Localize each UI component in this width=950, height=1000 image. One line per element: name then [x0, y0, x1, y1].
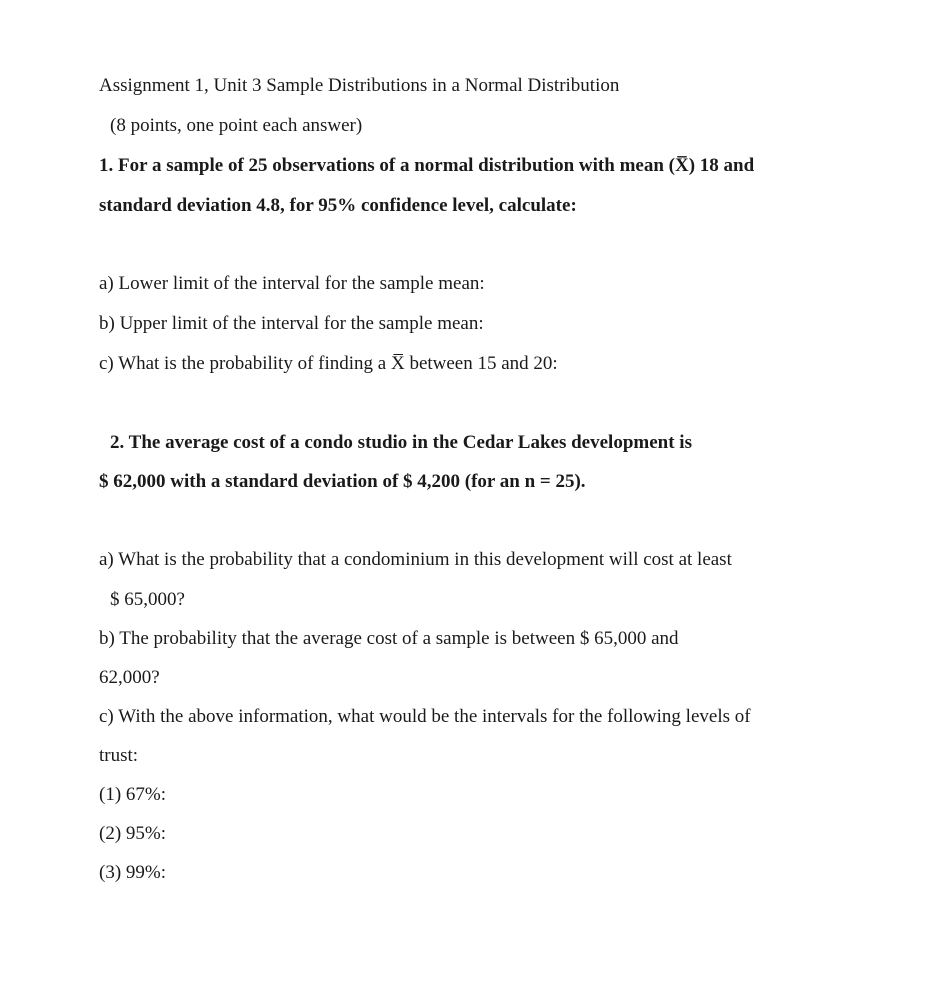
question1-prompt-line2: standard deviation 4.8, for 95% confidence level, calculate:: [99, 195, 577, 216]
points-note: (8 points, one point each answer): [110, 115, 363, 136]
question2-part-b-line1: b) The probability that the average cost of a sample is between $ 65,000 and: [99, 628, 679, 649]
question2-part-b-line2: 62,000?: [99, 667, 160, 688]
question1-part-c: c) What is the probability of finding a X̅ between 15 and 20:: [99, 353, 558, 374]
trust-level-item: (2) 95%:: [99, 823, 167, 844]
question1-part-b: b) Upper limit of the interval for the sample mean:: [99, 313, 484, 334]
question1-prompt-line1: 1. For a sample of 25 observations of a normal distribution with mean (X̅) 18 and: [99, 155, 755, 176]
question2-part-c-line1: c) With the above information, what would be the intervals for the following levels of: [99, 706, 751, 727]
document-title: Assignment 1, Unit 3 Sample Distributions in a Normal Distribution: [99, 75, 620, 96]
trust-level-item: (3) 99%:: [99, 862, 167, 883]
question2-prompt-line2: $ 62,000 with a standard deviation of $ 4,200 (for an n = 25).: [99, 471, 586, 492]
question2-part-a-line2: $ 65,000?: [110, 589, 185, 610]
trust-level-item: (1) 67%:: [99, 784, 167, 805]
question2-part-a-line1: a) What is the probability that a condominium in this development will cost at least: [99, 549, 732, 570]
question2-part-c-line2: trust:: [99, 745, 139, 766]
question1-part-a: a) Lower limit of the interval for the sample mean:: [99, 273, 485, 294]
question2-prompt-line1: 2. The average cost of a condo studio in the Cedar Lakes development is: [110, 432, 692, 453]
